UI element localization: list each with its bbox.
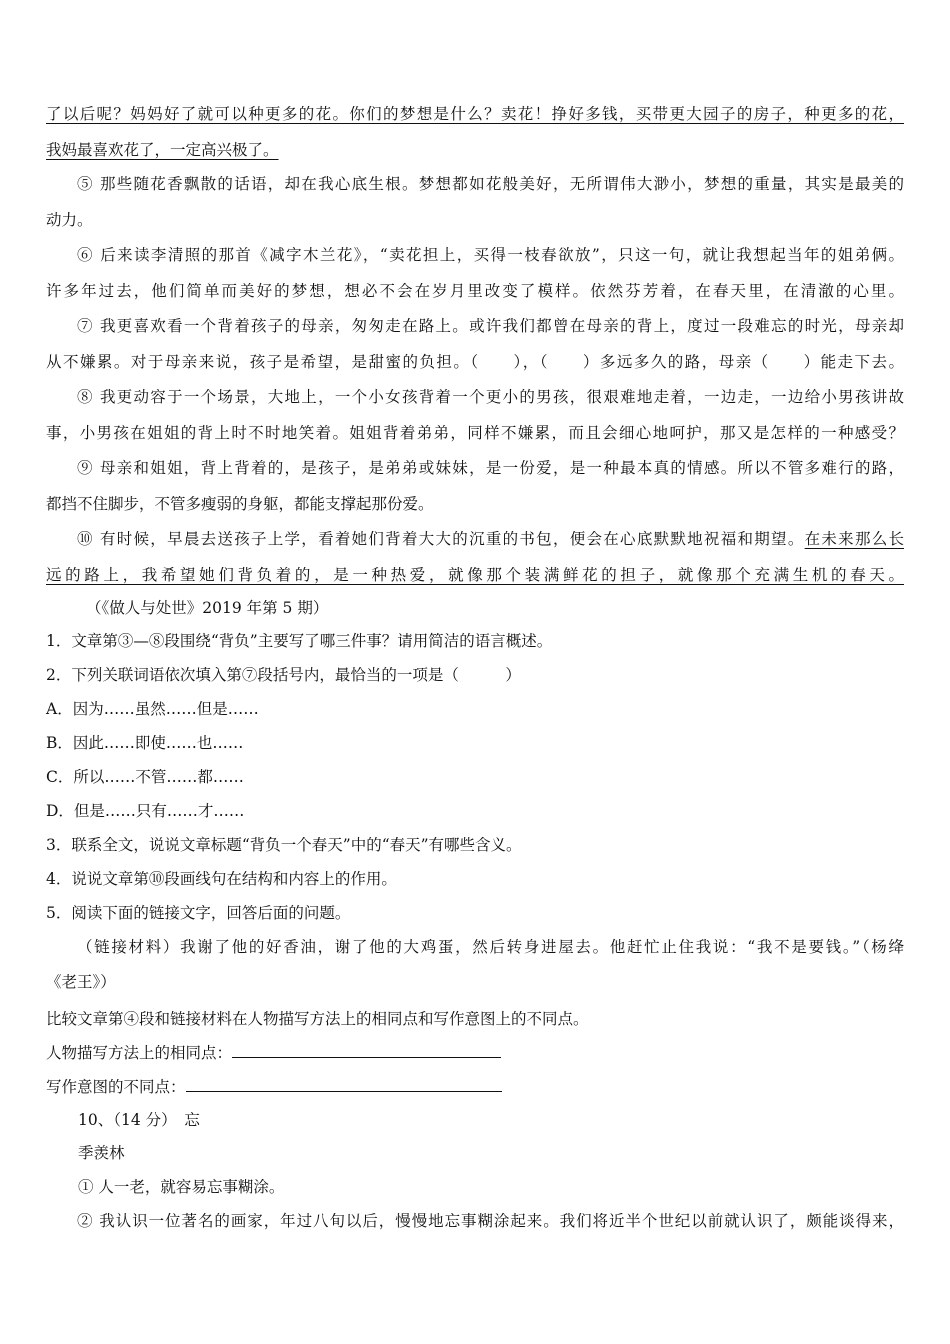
answer-row-diff [46,1075,904,1099]
question-5: 5．阅读下面的链接文字，回答后面的问题。 [46,904,351,922]
answer-blank[interactable] [232,1041,501,1058]
option-c: C．所以……不管……都…… [46,768,244,786]
question-3: 3．联系全文，说说文章标题“背负一个春天”中的“春天”有哪些含义。 [46,836,522,854]
source-citation: （《做人与处世》2019 年第 5 期） [86,599,329,617]
option-a: A．因为……虽然……但是…… [46,700,259,718]
linked-material-line: 《老王》） [46,973,116,991]
paragraph-10-text: ⑩ 有时候，早晨去送孩子上学，看着她们背着大大的沉重的书包，便会在心底默默地祝福和期望。 [77,530,805,548]
compare-prompt: 比较文章第④段和链接材料在人物描写方法上的相同点和写作意图上的不同点。 [46,1010,589,1028]
answer-label-diff: 写作意图的不同点： [46,1078,186,1096]
question-4: 4．说说文章第⑩段画线句在结构和内容上的作用。 [46,870,397,888]
paragraph-10-line [46,527,904,551]
option-b: B．因此……即使……也…… [46,734,244,752]
paragraph-6-line: 许多年过去，他们简单而美好的梦想，想必不会在岁月里改变了模样。依然芬芳着，在春天里，在清澈的心里。 [46,282,904,300]
passage-paragraph-1: ① 人一老，就容易忘事糊涂。 [78,1178,285,1196]
underlined-sentence: 在未来那么长 [804,530,904,548]
paragraph-8-line: ⑧ 我更动容于一个场景，大地上，一个小女孩背着一个更小的男孩，很艰难地走着，一边走，一边给小男孩讲故 [77,388,904,406]
paragraph-9-line: ⑨ 母亲和姐姐，背上背着的，是孩子，是弟弟或妹妹，是一份爱，是一种最本真的情感。所以不管多难行的路， [77,459,904,477]
linked-material-line: （链接材料）我谢了他的好香油，谢了他的大鸡蛋，然后转身进屋去。他赶忙止住我说：“我不是要钱。”（杨绛 [77,938,904,956]
passage-paragraph-2: ② 我认识一位著名的画家，年过八旬以后，慢慢地忘事糊涂起来。我们将近半个世纪以前就认识了，颇能谈得来， [77,1212,904,1230]
paragraph-9-line: 都挡不住脚步，不管多瘦弱的身躯，都能支撑起那份爱。 [46,495,434,513]
question-10-title: 10、（14 分） 忘 [78,1111,200,1129]
option-d: D．但是……只有……才…… [46,802,245,820]
paragraph-7-line: ⑦ 我更喜欢看一个背着孩子的母亲，匆匆走在路上。或许我们都曾在母亲的背上，度过一段难忘的时光，母亲却 [77,317,904,335]
text-line: 我妈最喜欢花了，一定高兴极了。 [46,141,279,159]
author-name: 季羡林 [78,1144,125,1162]
question-2: 2．下列关联词语依次填入第⑦段括号内，最恰当的一项是（ ） [46,666,521,684]
answer-label-same: 人物描写方法上的相同点： [46,1044,233,1062]
question-1: 1．文章第③—⑧段围绕“背负”主要写了哪三件事？请用简洁的语言概述。 [46,632,553,650]
paragraph-8-line: 事，小男孩在姐姐的背上时不时地笑着。姐姐背着弟弟，同样不嫌累，而且会细心地呵护，那又是怎样的一种感受？ [46,424,904,442]
underlined-sentence: 远的路上，我希望她们背负着的，是一种热爱，就像那个装满鲜花的担子，就像那个充满生机的春天。 [46,566,904,584]
answer-row-same [46,1041,904,1065]
text-line: 了以后呢？妈妈好了就可以种更多的花。你们的梦想是什么？卖花！挣好多钱，买带更大园子的房子，种更多的花， [46,105,904,123]
paragraph-7-line: 从不嫌累。对于母亲来说，孩子是希望，是甜蜜的负担。（ ），（ ）多远多久的路，母亲（ ）能走下去。 [46,353,904,371]
paragraph-6-line: ⑥ 后来读李清照的那首《减字木兰花》，“卖花担上，买得一枝春欲放”，只这一句，就让我想起当年的姐弟俩。 [77,246,904,264]
paragraph-5-line: ⑤ 那些随花香飘散的话语，却在我心底生根。梦想都如花般美好，无所谓伟大渺小，梦想的重量，其实是最美的 [77,175,904,193]
paragraph-5-line: 动力。 [46,211,93,229]
answer-blank[interactable] [186,1075,502,1092]
